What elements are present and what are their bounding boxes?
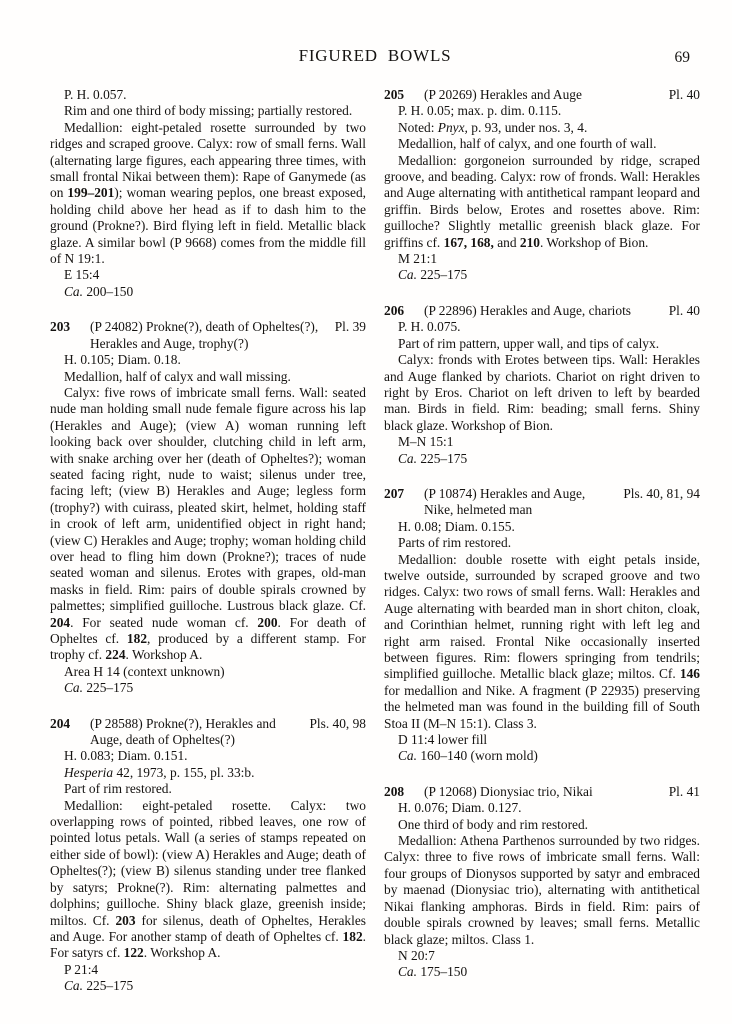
text-columns xyxy=(50,87,700,995)
catalog-data-line: H. 0.105; Diam. 0.18. xyxy=(64,352,181,368)
page-title: FIGURED BOWLS xyxy=(298,46,452,65)
entry-title: (P 24082) Prokne(?), death of Opheltes(?), xyxy=(90,319,319,335)
bold-cross-reference: 203 xyxy=(115,912,136,928)
catalog-data-line: Ca. 200–150 xyxy=(64,283,134,299)
catalog-data-line: Ca. 175–150 xyxy=(398,964,468,980)
bold-cross-reference: 122 xyxy=(123,945,144,961)
catalog-entry-204 xyxy=(50,716,366,995)
catalog-data-line: Ca. 160–140 (worn mold) xyxy=(398,748,538,764)
catalog-entry-203 xyxy=(50,319,366,696)
catalog-entry-206 xyxy=(384,303,700,467)
entry-title: (P 28588) Prokne(?), Herakles and xyxy=(90,715,276,731)
plate-reference: Pls. 40, 81, 94 xyxy=(623,485,700,501)
catalog-data-line: Ca. 225–175 xyxy=(64,680,134,696)
entry-title: (P 12068) Dionysiac trio, Nikai xyxy=(424,783,593,799)
paragraph: Medallion, half of calyx and wall missing. xyxy=(64,368,291,384)
catalog-entry-continuation xyxy=(50,87,366,300)
catalog-data-line: P. H. 0.05; max. p. dim. 0.115. xyxy=(398,103,562,119)
catalog-data-line: Ca. 225–175 xyxy=(398,450,468,466)
paragraph: Calyx: fronds with Erotes between tips. Wall: Herakles and Auge flanked by chariots. Chariot on right driven to right by Eros. Chariot on left driven to left by bearded man. Birds in field. Rim: beading; small ferns. Shiny black glaze. Workshop of Bion. xyxy=(384,352,700,433)
catalog-number: 207 xyxy=(384,485,405,501)
paragraph: Parts of rim restored. xyxy=(398,535,512,551)
catalog-data-line: Area H 14 (context unknown) xyxy=(64,663,225,679)
entry-title: (P 10874) Herakles and Auge, xyxy=(424,485,586,501)
catalog-data-line: Ca. 225–175 xyxy=(64,978,134,994)
paragraph: Medallion: eight-petaled rosette. Calyx: two overlapping rows of pointed, ribbed leaves, one row of pointed lotus petals. Wall (a series of stamps repeated on either side of bowl): (view A) Herakles and Auge; death of Opheltes(?); (view B) silenus standing under tree flanked by satyrs; Prokne(?). Rim: alternating palmettes and dolphins; guilloche. Shiny black glaze, greenish inside; miltos. Cf. 203 for silenus, death of Opheltes, Herakles and Auge. For another stamp of death of Opheltes cf. 182. For satyrs cf. 122. Workshop A. xyxy=(50,797,367,961)
catalog-data-line: Hesperia 42, 1973, p. 155, pl. 33:b. xyxy=(64,764,255,780)
page-number: 69 xyxy=(674,49,690,66)
entry-heading xyxy=(384,486,700,502)
catalog-entry-205 xyxy=(384,87,700,284)
paragraph: Calyx: five rows of imbricate small ferns. Wall: seated nude man holding small nude female figure across his lap (Herakles and Auge); (view A) woman running left looking back over shoulder, clutching child in left arm, with snake arching over her (death of Opheltes?); woman seated facing right, nude to waist; silenus under tree, facing left; (view B) Herakles and Auge; legless form (trophy?) with cuirass, pleated skirt, helmet, holding staff in crook of left arm, unidentified object in right hand; (view C) Herakles and Auge; trophy; woman holding child over head to fling him down (Prokne?); traces of nude seated woman and silenus. Erotes with grapes, old-man masks in field. Rim: pairs of double spirals crowned by palmettes; simplified guilloche. Lustrous black glaze. Cf. 204. For seated nude woman cf. 200. For death of Opheltes cf. 182, produced by a different stamp. For trophy cf. 224. Workshop A. xyxy=(50,384,366,663)
catalog-data-line: P 21:4 xyxy=(64,961,99,977)
entry-heading xyxy=(50,319,366,335)
catalog-number: 205 xyxy=(384,87,405,102)
paragraph: Medallion: Athena Parthenos surrounded by two ridges. Calyx: three to five rows of imbricate small ferns. Wall: four groups of Dionysos supported by satyr and embraced by maenad (Dionysiac trio), alternating with antithetical Nikai flanking amphoras. Birds in field. Rim: pairs of double spirals crowned by leaves; small ferns. Metallic black glaze; miltos. Class 1. xyxy=(384,833,700,947)
catalog-number: 208 xyxy=(384,783,405,799)
paragraph: Medallion: eight-petaled rosette surrounded by two ridges and scraped groove. Calyx: row of small ferns. Wall (alternating large figures, each appearing three times, with small frontal Nikai between them): Rape of Ganymede (as on 199–201); woman wearing peplos, one breast exposed, holding child above her head as if to dash him to the ground (Prokne?). Bird flying left in field. Metallic black glaze. A similar bowl (P 9668) comes from the middle fill of N 19:1. xyxy=(50,119,366,267)
catalog-data-line: Noted: Pnyx, p. 93, under nos. 3, 4. xyxy=(398,119,588,135)
entry-heading xyxy=(384,303,700,319)
entry-title: (P 20269) Herakles and Auge xyxy=(424,87,582,102)
entry-title-continued: Herakles and Auge, trophy(?) xyxy=(90,335,249,351)
italic-text: Ca. xyxy=(64,978,83,994)
italic-text: Ca. xyxy=(398,748,417,764)
entry-heading xyxy=(384,784,700,800)
catalog-data-line: H. 0.08; Diam. 0.155. xyxy=(398,518,515,534)
catalog-data-line: N 20:7 xyxy=(398,947,435,963)
bold-cross-reference: 199–201 xyxy=(67,185,115,201)
paragraph: Part of rim pattern, upper wall, and tips of calyx. xyxy=(398,335,660,351)
bold-cross-reference: 224 xyxy=(105,647,126,663)
paragraph: Rim and one third of body missing; partially restored. xyxy=(64,103,353,119)
entry-heading xyxy=(384,87,700,103)
catalog-data-line: E 15:4 xyxy=(64,267,100,283)
catalog-number: 203 xyxy=(50,319,71,335)
entry-heading xyxy=(50,716,366,732)
catalog-data-line: M–N 15:1 xyxy=(398,434,454,450)
plate-reference: Pl. 41 xyxy=(668,783,700,799)
catalog-data-line: P. H. 0.057. xyxy=(64,87,127,102)
catalog-entry-207 xyxy=(384,486,700,765)
italic-text: Ca. xyxy=(64,680,83,696)
catalog-entry-208 xyxy=(384,784,700,981)
catalog-number: 204 xyxy=(50,715,71,731)
right-column xyxy=(384,87,700,995)
entry-title-continued: Auge, death of Opheltes(?) xyxy=(90,732,236,748)
catalog-number: 206 xyxy=(384,302,405,318)
bold-cross-reference: 182 xyxy=(126,631,148,646)
paragraph: Medallion: double rosette with eight petals inside, twelve outside, surrounded by scraped groove and two ridges. Calyx: two rows of small ferns. Wall: Herakles and Auge alternating with bearded man in short chiton, cloak, and Corinthian helmet, running right with left leg and right arm raised. Frontal Nike occasionally inserted between figures. Rim: flowers springing from tendrils; simplified guilloche. Metallic black glaze; miltos. Cf. 146 for medallion and Nike. A fragment (P 22935) preserving the helmeted man was found in the building fill of South Stoa II (M–N 15:1). Class 3. xyxy=(384,551,700,731)
entry-title-continued: Nike, helmeted man xyxy=(424,502,533,518)
catalog-data-line: Ca. 225–175 xyxy=(398,267,468,283)
italic-text: Ca. xyxy=(398,964,417,980)
plate-reference: Pl. 39 xyxy=(334,319,366,335)
running-head xyxy=(50,46,700,66)
bold-cross-reference: 167, 168, xyxy=(443,234,494,250)
paragraph: Part of rim restored. xyxy=(64,781,172,797)
plate-reference: Pl. 40 xyxy=(668,302,700,318)
plate-reference: Pl. 40 xyxy=(668,87,700,102)
italic-text: Pnyx, xyxy=(437,119,468,135)
bold-cross-reference: 146 xyxy=(679,666,700,682)
italic-text: Hesperia xyxy=(64,764,114,780)
left-column xyxy=(50,87,366,995)
plate-reference: Pls. 40, 98 xyxy=(309,715,366,731)
bold-cross-reference: 204 xyxy=(50,614,71,630)
paragraph: One third of body and rim restored. xyxy=(398,816,589,832)
bold-cross-reference: 200 xyxy=(257,614,278,630)
paragraph: Medallion, half of calyx, and one fourth of wall. xyxy=(398,136,657,152)
catalog-data-line: D 11:4 lower fill xyxy=(398,732,488,748)
catalog-data-line: H. 0.083; Diam. 0.151. xyxy=(64,748,188,764)
catalog-data-line: M 21:1 xyxy=(398,251,438,267)
italic-text: Ca. xyxy=(398,267,417,283)
entry-title: (P 22896) Herakles and Auge, chariots xyxy=(424,302,632,318)
italic-text: Ca. xyxy=(398,450,417,466)
bold-cross-reference: 210 xyxy=(519,234,540,250)
bold-cross-reference: 182 xyxy=(342,928,363,944)
paragraph: Medallion: gorgoneion surrounded by ridge, scraped groove, and beading. Calyx: row of fronds. Wall: Herakles and Auge alternating with antithetical rampant leopard and griffin. Birds below, Erotes and rosettes above. Rim: guilloche? Slightly metallic greenish black glaze. For griffins cf. 167, 168, and 210. Workshop of Bion. xyxy=(384,152,700,250)
italic-text: Ca. xyxy=(64,283,83,299)
catalog-data-line: P. H. 0.075. xyxy=(398,319,461,335)
catalog-data-line: H. 0.076; Diam. 0.127. xyxy=(398,800,522,816)
